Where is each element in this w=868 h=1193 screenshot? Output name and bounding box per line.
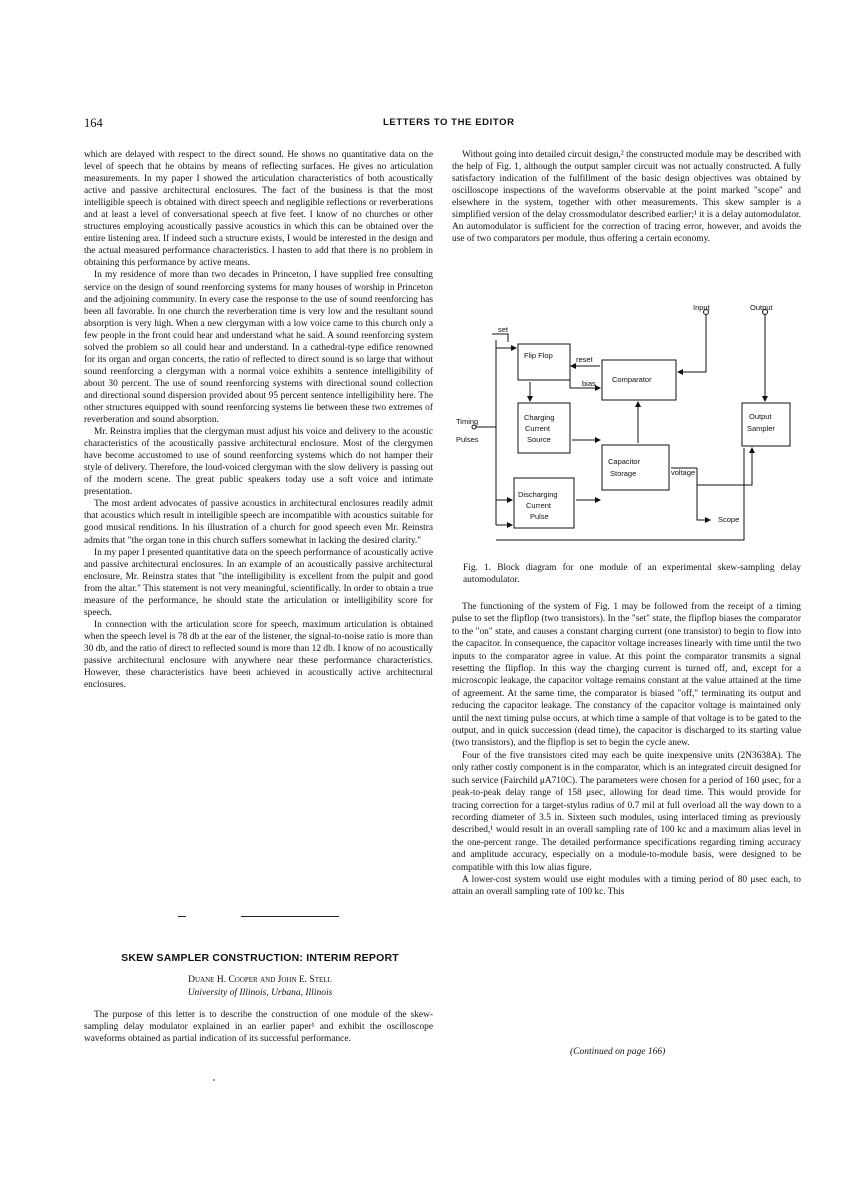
charging-label-2: Current xyxy=(525,424,551,433)
article-authors: Duane H. Cooper and John E. Stell xyxy=(188,975,332,985)
paragraph: In my paper I presented quantitative data on the speech performance of acoustically active and passive architectural enclosures. In an example of an acoustically passive architectural enclosure, Mr. Reinstra states that "the intelligibility is excellent from the pulpit and good from the altar." This statement is not very meaningful, scientifically. In order to obtain a true measure of the performance, he should state the articulation or intelligibility score for speech. xyxy=(84,547,433,618)
paragraph: The most ardent advocates of passive acoustics in architectural enclosures readily admit that acoustics which result in intelligible speech are incompatible with acoustics suitable for good musical renditions. In his illustration of a church for good speech even Mr. Reinstra admits that "the organ tone in this church suffers somewhat in lacking the desired clarity." xyxy=(84,499,433,546)
block-diagram-figure xyxy=(452,300,792,560)
article-separator-rule xyxy=(241,916,339,917)
output-label: Output xyxy=(750,303,773,312)
input-label: Input xyxy=(693,303,710,312)
capacitor-storage-block xyxy=(602,445,669,490)
capacitor-label-2: Storage xyxy=(610,469,637,478)
paragraph: The functioning of the system of Fig. 1 may be followed from the receipt of a timing pulse to set the flipflop (two transistors). In the "set" state, the flipflop biases the comparator to the "on" state, and causes a constant charging current (one transistor) to begin to flow into the capacitor. In consequence, the capacitor voltage increases linearly with time until the two inputs to the comparator agree in value. At this point the comparator transmits a signal resetting the flipflop. In this way the charging current is turned off, and, except for a microscopic leakage, the capacitor voltage remains constant at the value attained at the time of agreement. At the same time, the comparator is biased "off," terminating its output and reducing the capacitor leakage. The constancy of the capacitor voltage is maintained only until the next timing pulse occurs, at which time a sample of that voltage is to be gated to the output, and in quick succession (dead time), the capacitor is discharged to its starting value (two transistors), and the flipflop is set to begin the cycle anew. xyxy=(452,602,801,749)
scope-label: Scope xyxy=(718,515,740,524)
paragraph: which are delayed with respect to the direct sound. He shows no quantitative data on the level of speech that he obtains by means of reflecting surfaces. He gives no articulation measurements. In my paper I showed the articulation characteristics of both acoustically active and passive architectural enclosures. The fact of the business is that the most intelligible speech is obtained with direct speech and negligible reflections or reverberations and at least a level of conversational speech at five feet. I know of no churches or other structures employing acoustically passive acoustics in which this can be obtained over the entire listening area. If indeed such a structure exists, I would be interested in the design and the actual measured performance characteristics. I hasten to add that there is no problem in obtaining this performance by active means. xyxy=(84,150,433,269)
set-label: set xyxy=(498,325,509,334)
pulses-label: Pulses xyxy=(456,435,479,444)
figure-caption: Fig. 1. Block diagram for one module of an experimental skew-sampling delay automodulator. xyxy=(463,563,801,585)
article-intro xyxy=(84,1009,433,1045)
charging-label-1: Charging xyxy=(524,413,555,422)
sampler-label-1: Output xyxy=(749,412,772,421)
paragraph: The purpose of this letter is to describe the construction of one module of the skew-sampling delay modulator explained in an earlier paper¹ and exhibit the oscilloscope waveforms obtained as partial indication of its successful performance. xyxy=(84,1010,433,1045)
timing-label: Timing xyxy=(456,417,479,426)
charging-label-3: Source xyxy=(527,435,551,444)
paragraph: Without going into detailed circuit design,² the constructed module may be described with the help of Fig. 1, although the output sampler circuit was not actually constructed. A fully satisfactory indication of the fulfillment of the basic design objectives was obtained by oscilloscope inspections of the waveforms observable at the point marked "scope" and elsewhere in the system, together with other measurements. This skew sampler is a simplified version of the delay crossmodulator described earlier;¹ it is a delay automodulator. An automodulator is sufficient for the correction of tracing error, however, and avoids the use of two comparators per module, thus offering a certain economy. xyxy=(452,150,801,245)
separator-dash xyxy=(178,916,186,917)
paragraph: Four of the five transistors cited may each be quite inexpensive units (2N3638A). The only rather costly component is in the comparator, which is an integrated circuit designed for such service (Fairchild μA710C). The parameters were chosen for a period of 160 μsec, for a peak-to-peak delay range of 158 μsec, allowing for dead time. This would provide for tracing correction for a target-stylus radius of 0.7 mil at full overload all the way down to a recording diameter of 3.5 in. Sixteen such modules, using interlaced timing as previously described,¹ would result in an overall sampling rate of 100 kc and a maximum alias level in the one-percent range. The detailed performance specifications regarding timing accuracy and amplitude accuracy, especially on a module-to-module basis, were designed to be compatible with this low alias figure. xyxy=(452,750,801,873)
comparator-label: Comparator xyxy=(612,375,652,384)
reset-label: reset xyxy=(576,355,593,364)
article-affiliation: University of Illinois, Urbana, Illinois xyxy=(187,988,333,998)
bias-label: bias xyxy=(582,379,596,388)
discharging-label-2: Current xyxy=(526,501,552,510)
paragraph: A lower-cost system would use eight modules with a timing period of 80 μsec each, to attain an overall sampling rate of 100 kc. This xyxy=(452,874,801,898)
continued-note: (Continued on page 166) xyxy=(570,1047,666,1057)
voltage-label: voltage xyxy=(671,468,696,477)
paragraph: In my residence of more than two decades in Princeton, I have supplied free consulting service on the design of sound reenforcing systems for many houses of worship in Princeton and the adjoining community. In every case the response to the use of sound reenforcing has been all favorable. In one church the reverberation time is very low and the resultant sound absorption is very high. When a new clergyman with a low voice came to this church only a few people in the front could hear and understand what he said. A sound reenforcing system solved the problem so all could hear and understand. In a cathedral-type edifice renowned for its organ and organ concerts, the ratio of reflected to direct sound is so large that without sound reenforcing a clergyman with a normal voice exhibits a sentence intelligibility of about 30 percent. The use of sound reenforcing systems with directional sound collection and directional sound dispersion provided about 95 percent sentence intelligibility here. The other structures equipped with sound reenforcing systems lie between these two extremes of reverberation and sound absorption. xyxy=(84,270,433,426)
right-column-top xyxy=(452,149,801,245)
right-column-body xyxy=(452,601,801,899)
flip-flop-label: Flip Flop xyxy=(524,351,553,360)
page-speck xyxy=(213,1079,215,1081)
paragraph: Mr. Reinstra implies that the clergyman must adjust his voice and delivery to the acoustic characteristics of the acoustically passive architectural enclosure. Most of the clergymen have become accustomed to use of sound reenforcing systems which do not hamper their style of delivery. Therefore, the loud-voiced clergyman with the slow delivery is passing out of the modern scene. The great public speakers today use a soft voice and intimate presentation. xyxy=(84,427,433,498)
sampler-label-2: Sampler xyxy=(747,424,775,433)
journal-section-header: LETTERS TO THE EDITOR xyxy=(383,117,515,128)
flip-flop-block xyxy=(518,344,570,380)
page-number: 164 xyxy=(84,116,103,130)
discharging-label-3: Pulse xyxy=(530,512,549,521)
article-title: SKEW SAMPLER CONSTRUCTION: INTERIM REPORT xyxy=(121,952,399,964)
capacitor-label-1: Capacitor xyxy=(608,457,641,466)
discharging-label-1: Discharging xyxy=(518,490,558,499)
paragraph: In connection with the articulation score for speech, maximum articulation is obtained when the speech level is 78 db at the ear of the listener, the signal-to-noise ratio is more than 30 db, and the ratio of direct to reflected sound is more than 12 db. I know of no acoustically passive architectural enclosure with anywhere near these performance characteristics. However, these characteristics have been achieved in acoustically active architectural enclosures. xyxy=(84,619,433,691)
left-column xyxy=(84,149,433,691)
